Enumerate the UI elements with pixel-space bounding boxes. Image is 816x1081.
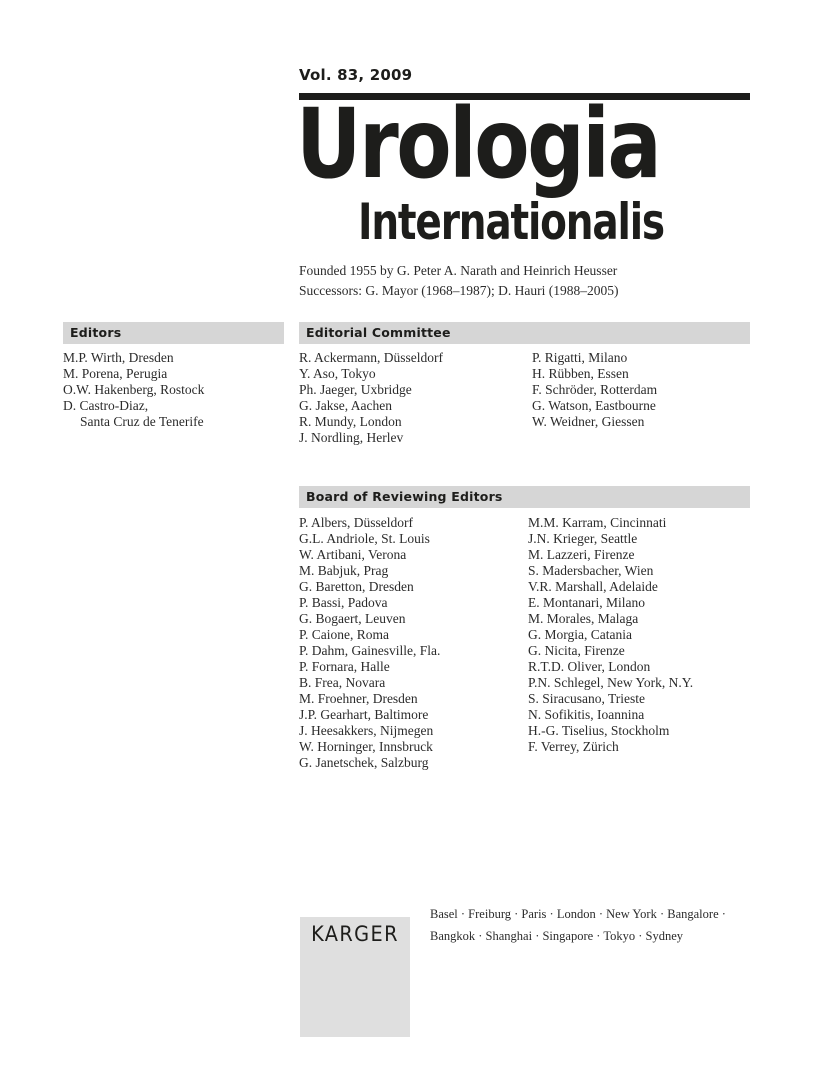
editor-name: Santa Cruz de Tenerife bbox=[80, 414, 204, 429]
editor-name: D. Castro-Diaz, bbox=[63, 398, 149, 413]
reviewer-name: M. Lazzeri, Firenze bbox=[528, 547, 635, 562]
founding-history bbox=[299, 261, 618, 301]
committee-member-name: P. Rigatti, Milano bbox=[532, 350, 628, 365]
committee-member-name: F. Schröder, Rotterdam bbox=[532, 382, 658, 397]
reviewer-name: J.N. Krieger, Seattle bbox=[528, 531, 638, 546]
editor-name: O.W. Hakenberg, Rostock bbox=[63, 382, 205, 397]
reviewer-name: P. Dahm, Gainesville, Fla. bbox=[299, 643, 441, 658]
successors-line: Successors: G. Mayor (1968–1987); D. Hauri (1988–2005) bbox=[299, 283, 619, 298]
committee-member-name: G. Jakse, Aachen bbox=[299, 398, 392, 413]
reviewer-name: P. Caione, Roma bbox=[299, 627, 389, 642]
reviewer-name: M. Morales, Malaga bbox=[528, 611, 639, 626]
reviewer-name: G. Morgia, Catania bbox=[528, 627, 632, 642]
reviewer-name: P. Fornara, Halle bbox=[299, 659, 390, 674]
reviewer-name: G. Janetschek, Salzburg bbox=[299, 755, 429, 770]
editorial-committee-column-1 bbox=[299, 350, 443, 446]
publisher-cities-line-2: Bangkok · Shanghai · Singapore · Tokyo · Sydney bbox=[430, 929, 684, 943]
reviewing-board-header: Board of Reviewing Editors bbox=[299, 486, 750, 508]
editor-name: M. Porena, Perugia bbox=[63, 366, 168, 381]
publisher-cities bbox=[430, 903, 764, 947]
committee-member-name: J. Nordling, Herlev bbox=[299, 430, 404, 445]
reviewing-board-column-1 bbox=[299, 515, 440, 771]
committee-member-name: H. Rübben, Essen bbox=[532, 366, 629, 381]
reviewer-name: N. Sofikitis, Ioannina bbox=[528, 707, 645, 722]
journal-title-line2: Internationalis bbox=[358, 193, 664, 251]
reviewer-name: R.T.D. Oliver, London bbox=[528, 659, 651, 674]
publisher-logo-box bbox=[300, 917, 410, 1037]
editorial-committee-column-2 bbox=[532, 350, 657, 430]
publisher-cities-line-1: Basel · Freiburg · Paris · London · New York · Bangalore · bbox=[430, 907, 726, 921]
reviewer-name: B. Frea, Novara bbox=[299, 675, 386, 690]
reviewer-name: G.L. Andriole, St. Louis bbox=[299, 531, 430, 546]
volume-line: Vol. 83, 2009 bbox=[299, 66, 413, 84]
reviewer-name: M. Babjuk, Prag bbox=[299, 563, 389, 578]
editorial-committee-header: Editorial Committee bbox=[299, 322, 750, 344]
committee-member-name: R. Ackermann, Düsseldorf bbox=[299, 350, 443, 365]
reviewer-name: S. Madersbacher, Wien bbox=[528, 563, 654, 578]
reviewer-name: J. Heesakkers, Nijmegen bbox=[299, 723, 434, 738]
editor-name: M.P. Wirth, Dresden bbox=[63, 350, 174, 365]
editors-header: Editors bbox=[63, 322, 284, 344]
reviewer-name: E. Montanari, Milano bbox=[528, 595, 645, 610]
reviewing-board-column-2 bbox=[528, 515, 693, 755]
reviewer-name: H.-G. Tiselius, Stockholm bbox=[528, 723, 670, 738]
reviewer-name: M. Froehner, Dresden bbox=[299, 691, 418, 706]
founded-line: Founded 1955 by G. Peter A. Narath and Heinrich Heusser bbox=[299, 263, 618, 278]
reviewer-name: W. Artibani, Verona bbox=[299, 547, 407, 562]
reviewer-name: M.M. Karram, Cincinnati bbox=[528, 515, 667, 530]
committee-member-name: Y. Aso, Tokyo bbox=[299, 366, 376, 381]
reviewer-name: J.P. Gearhart, Baltimore bbox=[299, 707, 429, 722]
reviewer-name: W. Horninger, Innsbruck bbox=[299, 739, 433, 754]
committee-member-name: R. Mundy, London bbox=[299, 414, 402, 429]
reviewer-name: P. Albers, Düsseldorf bbox=[299, 515, 413, 530]
reviewer-name: P. Bassi, Padova bbox=[299, 595, 388, 610]
karger-logo: KARGER bbox=[311, 922, 399, 946]
reviewer-name: F. Verrey, Zürich bbox=[528, 739, 619, 754]
reviewer-name: S. Siracusano, Trieste bbox=[528, 691, 646, 706]
committee-member-name: Ph. Jaeger, Uxbridge bbox=[299, 382, 412, 397]
reviewer-name: P.N. Schlegel, New York, N.Y. bbox=[528, 675, 694, 690]
journal-title-line1: Urologia bbox=[296, 88, 660, 200]
editors-list bbox=[63, 350, 204, 430]
committee-member-name: G. Watson, Eastbourne bbox=[532, 398, 656, 413]
reviewer-name: G. Nicita, Firenze bbox=[528, 643, 625, 658]
reviewer-name: V.R. Marshall, Adelaide bbox=[528, 579, 658, 594]
reviewer-name: G. Baretton, Dresden bbox=[299, 579, 414, 594]
reviewer-name: G. Bogaert, Leuven bbox=[299, 611, 406, 626]
committee-member-name: W. Weidner, Giessen bbox=[532, 414, 645, 429]
